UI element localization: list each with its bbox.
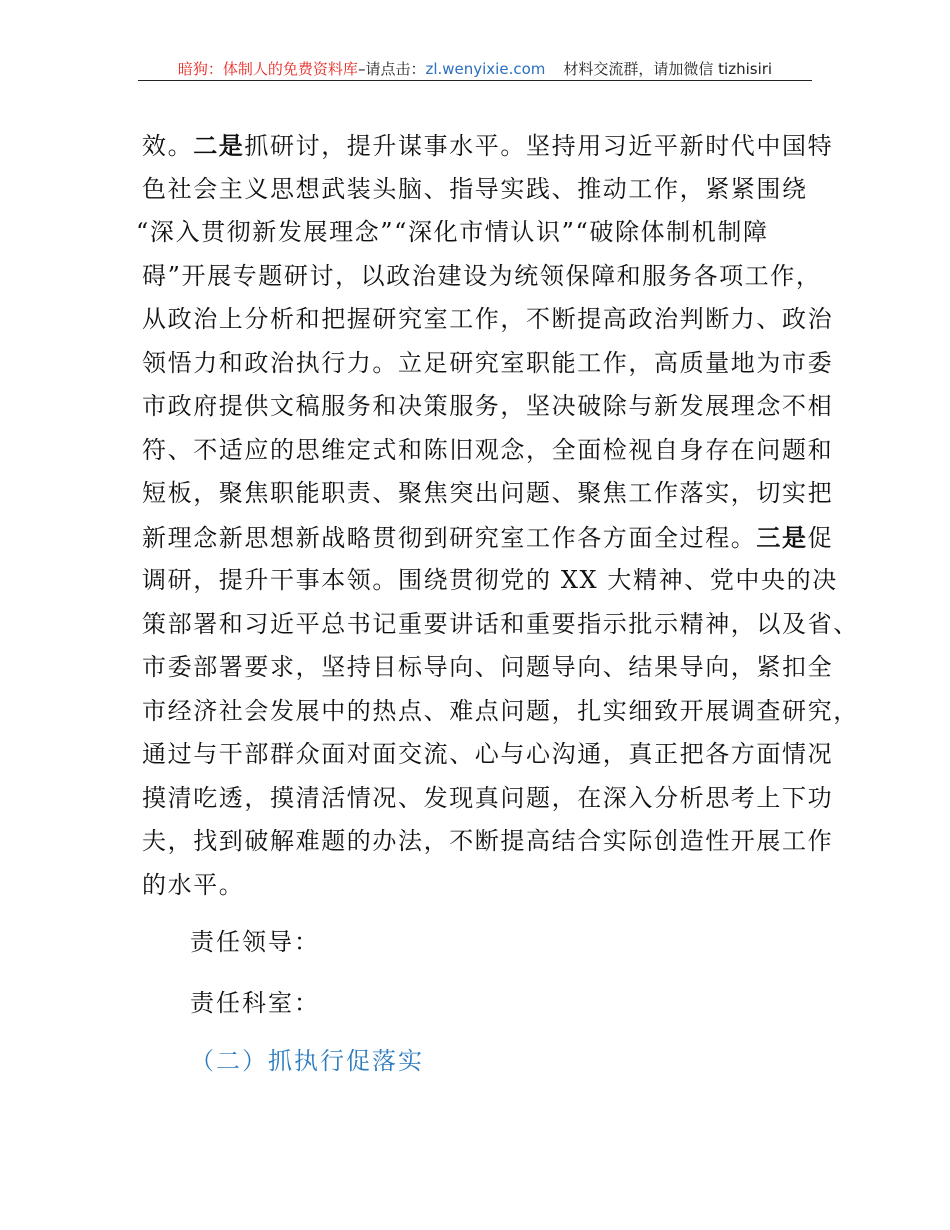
page-header xyxy=(140,56,810,82)
paragraph-line xyxy=(142,733,832,777)
paragraph-line xyxy=(142,559,838,603)
line-text: 摸清吃透，摸清活情况、发现真问题，在深入分析思考上下功 xyxy=(142,783,834,812)
paragraph-line xyxy=(142,820,832,864)
line-text: 效。 xyxy=(142,132,194,160)
line-text: 夫，找到破解难题的办法，不断提高结合实际创造性开展工作 xyxy=(142,827,834,855)
body-paragraph xyxy=(136,124,859,907)
bold-marker: 二是 xyxy=(193,131,245,160)
paragraph-line xyxy=(142,472,832,516)
line-text: “深入贯彻新发展理念”“深化市情认识”“破除体制机制障 xyxy=(136,218,769,246)
paragraph-line xyxy=(142,124,832,168)
line-text: 促 xyxy=(807,523,834,552)
paragraph-line xyxy=(142,429,832,473)
bold-marker: 三是 xyxy=(756,522,808,552)
line-text: 色社会主义思想武装头脑、指导实践、推动工作，紧紧围绕 xyxy=(142,174,808,203)
line-text: 符、不适应的思维定式和陈旧观念，全面检视自身存在问题和 xyxy=(142,435,834,464)
paragraph-line xyxy=(142,646,832,690)
header-promo-title: 暗狗：体制人的免费资料库 xyxy=(177,60,358,78)
line-text: 碍”开展专题研讨，以政治建设为统领保障和服务各项工作， xyxy=(142,261,822,290)
paragraph-line xyxy=(136,211,832,255)
paragraph-line xyxy=(142,168,832,212)
header-contact: 材料交流群，请加微信 tizhisiri xyxy=(563,60,773,78)
line-text: 抓研讨，提升谋事水平。坚持用习近平新时代中国特 xyxy=(244,132,834,160)
paragraph-line xyxy=(142,516,832,560)
paragraph-line xyxy=(142,298,832,342)
paragraph-line xyxy=(142,255,832,299)
line-text: 领悟力和政治执行力。立足研究室职能工作，高质量地为市委 xyxy=(142,348,834,377)
section-heading: （二）抓执行促落实 xyxy=(190,1047,424,1075)
line-text: 通过与干部群众面对面交流、心与心沟通，真正把各方面情况 xyxy=(142,740,834,768)
header-link[interactable]: zl.wenyixie.com xyxy=(425,60,546,78)
line-text: 从政治上分析和把握研究室工作，不断提高政治判断力、政治 xyxy=(142,305,834,333)
line-text: 市政府提供文稿服务和决策服务，坚决破除与新发展理念不相 xyxy=(142,392,834,420)
paragraph-line xyxy=(142,864,832,908)
line-text: 市经济社会发展中的热点、难点问题，扎实细致开展调查研究， xyxy=(142,696,859,725)
paragraph-line xyxy=(142,342,832,386)
line-text: 的水平。 xyxy=(142,870,245,899)
line-text: 市委部署要求，坚持目标导向、问题导向、结果导向，紧扣全 xyxy=(142,653,834,681)
paragraph-line xyxy=(142,603,859,647)
line-text: 调研，提升干事本领。围绕贯彻党的 XX 大精神、党中央的决 xyxy=(142,566,838,594)
header-divider xyxy=(138,80,812,81)
paragraph-line xyxy=(142,777,832,821)
header-promo-dash: –请点击： xyxy=(357,60,426,78)
line-text: 短板，聚焦职能职责、聚焦突出问题、聚焦工作落实，切实把 xyxy=(142,479,834,507)
paragraph-line xyxy=(142,385,832,429)
line-text: 新理念新思想新战略贯彻到研究室工作各方面全过程。 xyxy=(142,523,757,552)
responsible-office-label: 责任科室： xyxy=(190,989,320,1017)
paragraph-line xyxy=(142,690,859,734)
responsible-leader-label: 责任领导： xyxy=(190,928,320,956)
line-text: 策部署和习近平总书记重要讲话和重要指示批示精神，以及省、 xyxy=(142,609,859,638)
